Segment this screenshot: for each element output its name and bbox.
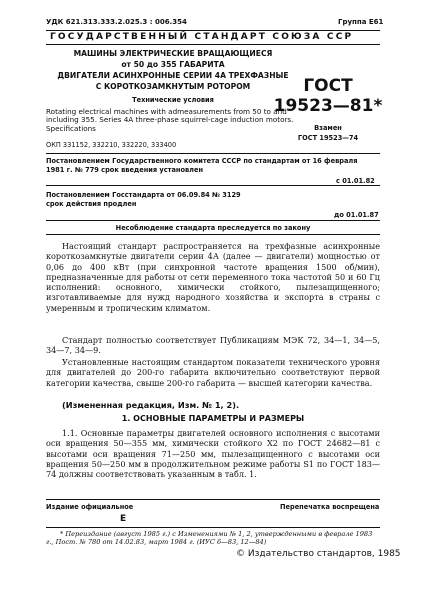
decree-2-date: до 01.01.87 [334,211,379,219]
title-line-4: С КОРОТКОЗАМКНУТЫМ РОТОРОМ [95,82,251,91]
decree-2-line-1: Постановлением Госстандарта от 06.09.84 № 3129 [46,191,241,199]
okp-codes: ОКП 331152, 332210, 332220, 333400 [46,141,177,149]
state-standard-banner: ГОСУДАРСТВЕННЫЙ СТАНДАРТ СОЮЗА ССР [50,32,354,42]
paragraph-iec: Стандарт полностью соответствует Публикациям МЭК 72, 34—1, 34—5, 34—7, 34—9. [46,335,380,356]
instead-value: ГОСТ 19523—74 [297,134,359,142]
title-line-3: ДВИГАТЕЛИ АСИНХРОННЫЕ СЕРИИ 4А ТРЕХФАЗНЫЕ [57,71,289,80]
law-notice: Несоблюдение стандарта преследуется по закону [115,224,311,232]
decree-rule-top [46,153,380,154]
gost-label: ГОСТ [303,76,353,96]
header-rule-top [46,30,380,31]
reprint-notice: Перепечатка воспрещена [280,503,380,511]
section-heading: 1. ОСНОВНЫЕ ПАРАМЕТРЫ И РАЗМЕРЫ [121,414,305,423]
instead-label: Взамен [314,124,342,132]
paragraph-quality: Установленные настоящим стандартом показатели технического уровня для двигателей до 200-го габарита включительно соответствуют первой категории качества, свыше 200-го габарита — высшей категории качества. [46,357,380,388]
title-line-2: от 50 до 355 ГАБАРИТА [121,60,225,69]
decree-rule-bottom [46,234,380,235]
paragraph-scope: Настоящий стандарт распространяется на трехфазные асинхронные короткозамкнутые двигатели серии 4А (далее — двигатели) мощностью от 0,06 до 400 кВт (при синхронной частоте вращения 1500 об/мин), предназначенные для работы от сети переменного тока частотой 50 и 60 Гц исполнений: основного, химически стойкого, пылезащищенного; изготавливаемые для нужд народного хозяйства и экспорта в страны с умеренным и тропическим климатом. [46,241,380,313]
edition-letter: Е [120,514,127,524]
official-edition: Издание официальное [46,503,134,511]
footer-rule [46,499,380,500]
decree-2-line-2: срок действия продлен [46,200,137,208]
title-english: Rotating electrical machines with admeasurements from 50 to and including 355. Series 4A three-phase squirrel-cage induction motors. Specifications [46,107,294,133]
publisher-copyright: © Издательство стандартов, 1985 [236,549,401,559]
header-rule-bottom [46,44,380,45]
paragraph-1-1: 1.1. Основные параметры двигателей основного исполнения с высотами оси вращения 50—355 мм, химически стойкого Х2 по ГОСТ 24682—81 с высотами оси вращения 71—250 мм, пылезащищенного с высотами оси вращения 50—250 мм в продолжительном режиме работы S1 по ГОСТ 183—74 должны соответствовать указанным в табл. 1. [46,428,380,480]
decree-2-rule [46,220,380,221]
spec-subtitle: Технические условия [132,96,214,104]
footnote-rule [46,527,380,528]
udk-code: УДК 621.313.333.2.025.3 : 006.354 [46,18,187,26]
decree-1-rule [46,185,380,186]
decree-1-date: с 01.01.82 [336,177,375,185]
republication-footnote: * Переиздание (август 1985 г.) с Изменениями № 1, 2, утвержденными в феврале 1983 г., Пост. № 780 от 14.02.83, март 1984 г. (ИУС 6—83, 12—84) [46,530,373,546]
group-code: Группа Е61 [338,18,384,26]
decree-1-line-1: Постановлением Государственного комитета СССР по стандартам от 16 февраля [46,157,358,165]
revision-note: (Измененная редакция, Изм. № 1, 2). [62,400,240,410]
gost-number: 19523—81* [273,96,383,116]
title-line-1: МАШИНЫ ЭЛЕКТРИЧЕСКИЕ ВРАЩАЮЩИЕСЯ [73,49,273,58]
decree-1-line-2: 1981 г. № 779 срок введения установлен [46,166,204,174]
